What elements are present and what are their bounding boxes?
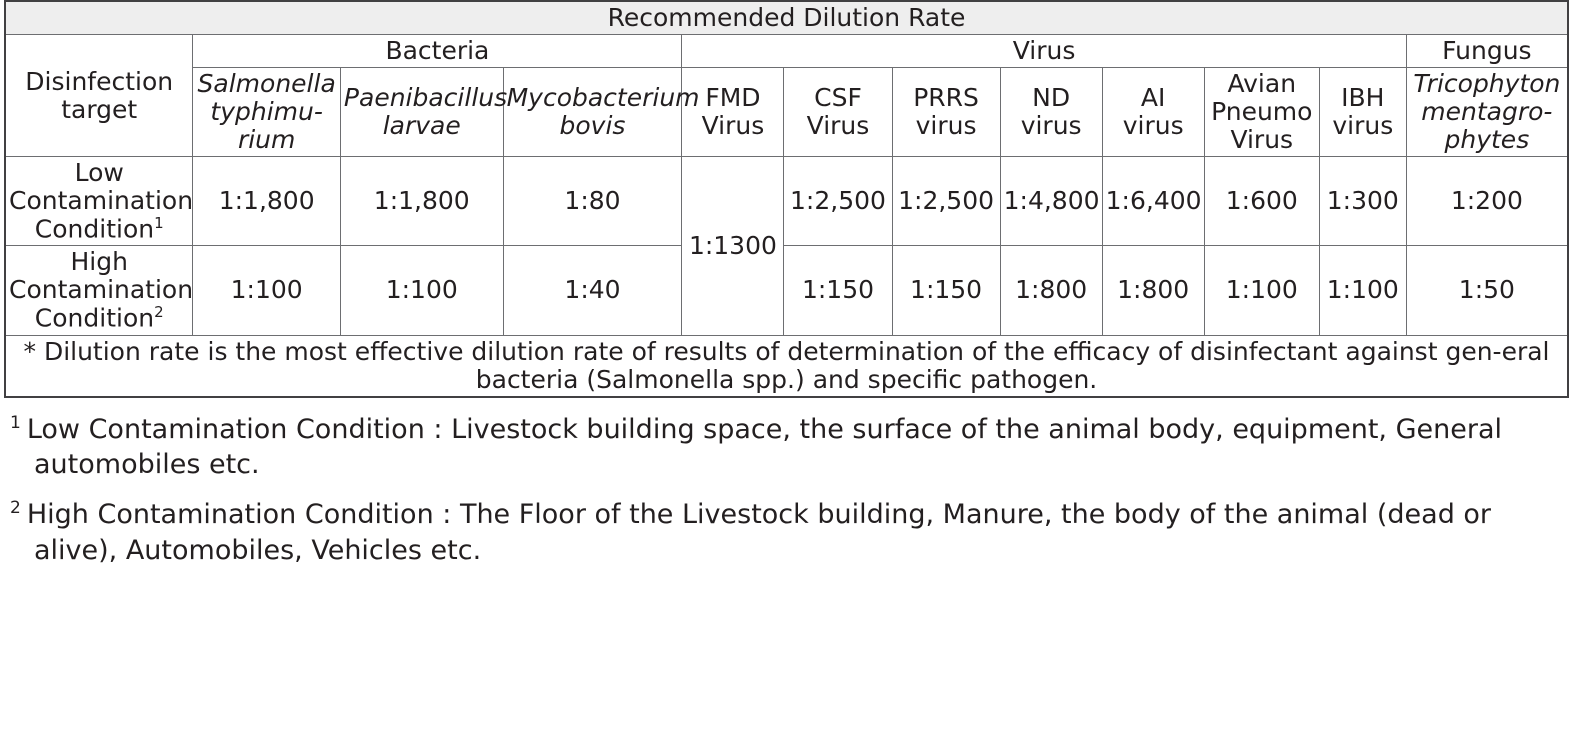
group-header-virus: Virus xyxy=(682,35,1406,68)
column-header-ai-virus: AI virus xyxy=(1102,68,1204,157)
footnote-2 xyxy=(8,497,1568,568)
row-label-low-contamination: Low Contamination Condition$^1$ xyxy=(5,157,193,246)
cell-low-ai: 1:6,400 xyxy=(1102,157,1204,246)
cell-high-ai: 1:800 xyxy=(1102,246,1204,335)
column-header-prrs-virus: PRRS virus xyxy=(892,68,1000,157)
cell-low-nd: 1:4,800 xyxy=(1000,157,1102,246)
column-header-avian-pneumo-virus: Avian Pneumo Virus xyxy=(1204,68,1319,157)
cell-high-ibh: 1:100 xyxy=(1319,246,1406,335)
cell-fmd-virus-merged: 1:1300 xyxy=(682,157,784,336)
footnote-2-text: High Contamination Condition : The Floor of the Livestock building, Manure, the body of the animal (dead or alive), Automobiles, Vehicles etc. xyxy=(26,498,1492,566)
cell-low-tricophyton: 1:200 xyxy=(1406,157,1568,246)
group-header-bacteria: Bacteria xyxy=(193,35,682,68)
column-header-tricophyton-mentagrophytes: Tricophyton mentagro- phytes xyxy=(1406,68,1568,157)
table-row xyxy=(5,246,1568,335)
row-label-high-contamination: High Contamination Condition$^2$ xyxy=(5,246,193,335)
page-title: Recommended Dilution Rate xyxy=(5,1,1568,35)
cell-low-avian-pneumo: 1:600 xyxy=(1204,157,1319,246)
row-header-label xyxy=(5,35,193,157)
row-header-label-text: Disinfection target xyxy=(25,66,174,124)
table-title-row xyxy=(5,1,1568,35)
cell-low-prrs: 1:2,500 xyxy=(892,157,1000,246)
column-header-nd-virus: ND virus xyxy=(1000,68,1102,157)
cell-high-csf: 1:150 xyxy=(784,246,892,335)
cell-high-paenibacillus: 1:100 xyxy=(340,246,503,335)
cell-high-salmonella: 1:100 xyxy=(193,246,341,335)
footnote-1-text: Low Contamination Condition : Livestock building space, the surface of the animal body, equipment, General automobiles etc. xyxy=(26,413,1503,481)
cell-low-mycobacterium: 1:80 xyxy=(503,157,682,246)
table-note-row xyxy=(5,335,1568,397)
cell-high-prrs: 1:150 xyxy=(892,246,1000,335)
cell-high-avian-pneumo: 1:100 xyxy=(1204,246,1319,335)
table-note: * Dilution rate is the most effective dilution rate of results of determination of the efficacy of disinfectant against gen-eral bacteria (Salmonella spp.) and specific pathogen. xyxy=(5,335,1568,397)
cell-high-tricophyton: 1:50 xyxy=(1406,246,1568,335)
column-header-ibh-virus: IBH virus xyxy=(1319,68,1406,157)
cell-high-nd: 1:800 xyxy=(1000,246,1102,335)
column-header-mycobacterium-bovis: Mycobacterium bovis xyxy=(503,68,682,157)
footnote-1-marker: 1 xyxy=(10,412,21,433)
column-header-fmd-virus: FMD Virus xyxy=(682,68,784,157)
column-header-row xyxy=(5,68,1568,157)
cell-low-salmonella: 1:1,800 xyxy=(193,157,341,246)
group-header-row xyxy=(5,35,1568,68)
row-label-superscript: 2 xyxy=(154,303,164,322)
column-header-csf-virus: CSF Virus xyxy=(784,68,892,157)
cell-low-ibh: 1:300 xyxy=(1319,157,1406,246)
footnotes xyxy=(8,412,1568,569)
table-row xyxy=(5,157,1568,246)
cell-high-mycobacterium: 1:40 xyxy=(503,246,682,335)
footnote-1 xyxy=(8,412,1568,483)
recommended-dilution-rate-table xyxy=(4,0,1569,398)
footnote-2-marker: 2 xyxy=(10,497,21,518)
row-label-superscript: 1 xyxy=(154,214,164,232)
cell-low-csf: 1:2,500 xyxy=(784,157,892,246)
column-header-paenibacillus-larvae: Paenibacillus larvae xyxy=(340,68,503,157)
column-header-salmonella-typhimurium: Salmonella typhimu- rium xyxy=(193,68,341,157)
group-header-fungus: Fungus xyxy=(1406,35,1568,68)
cell-low-paenibacillus: 1:1,800 xyxy=(340,157,503,246)
